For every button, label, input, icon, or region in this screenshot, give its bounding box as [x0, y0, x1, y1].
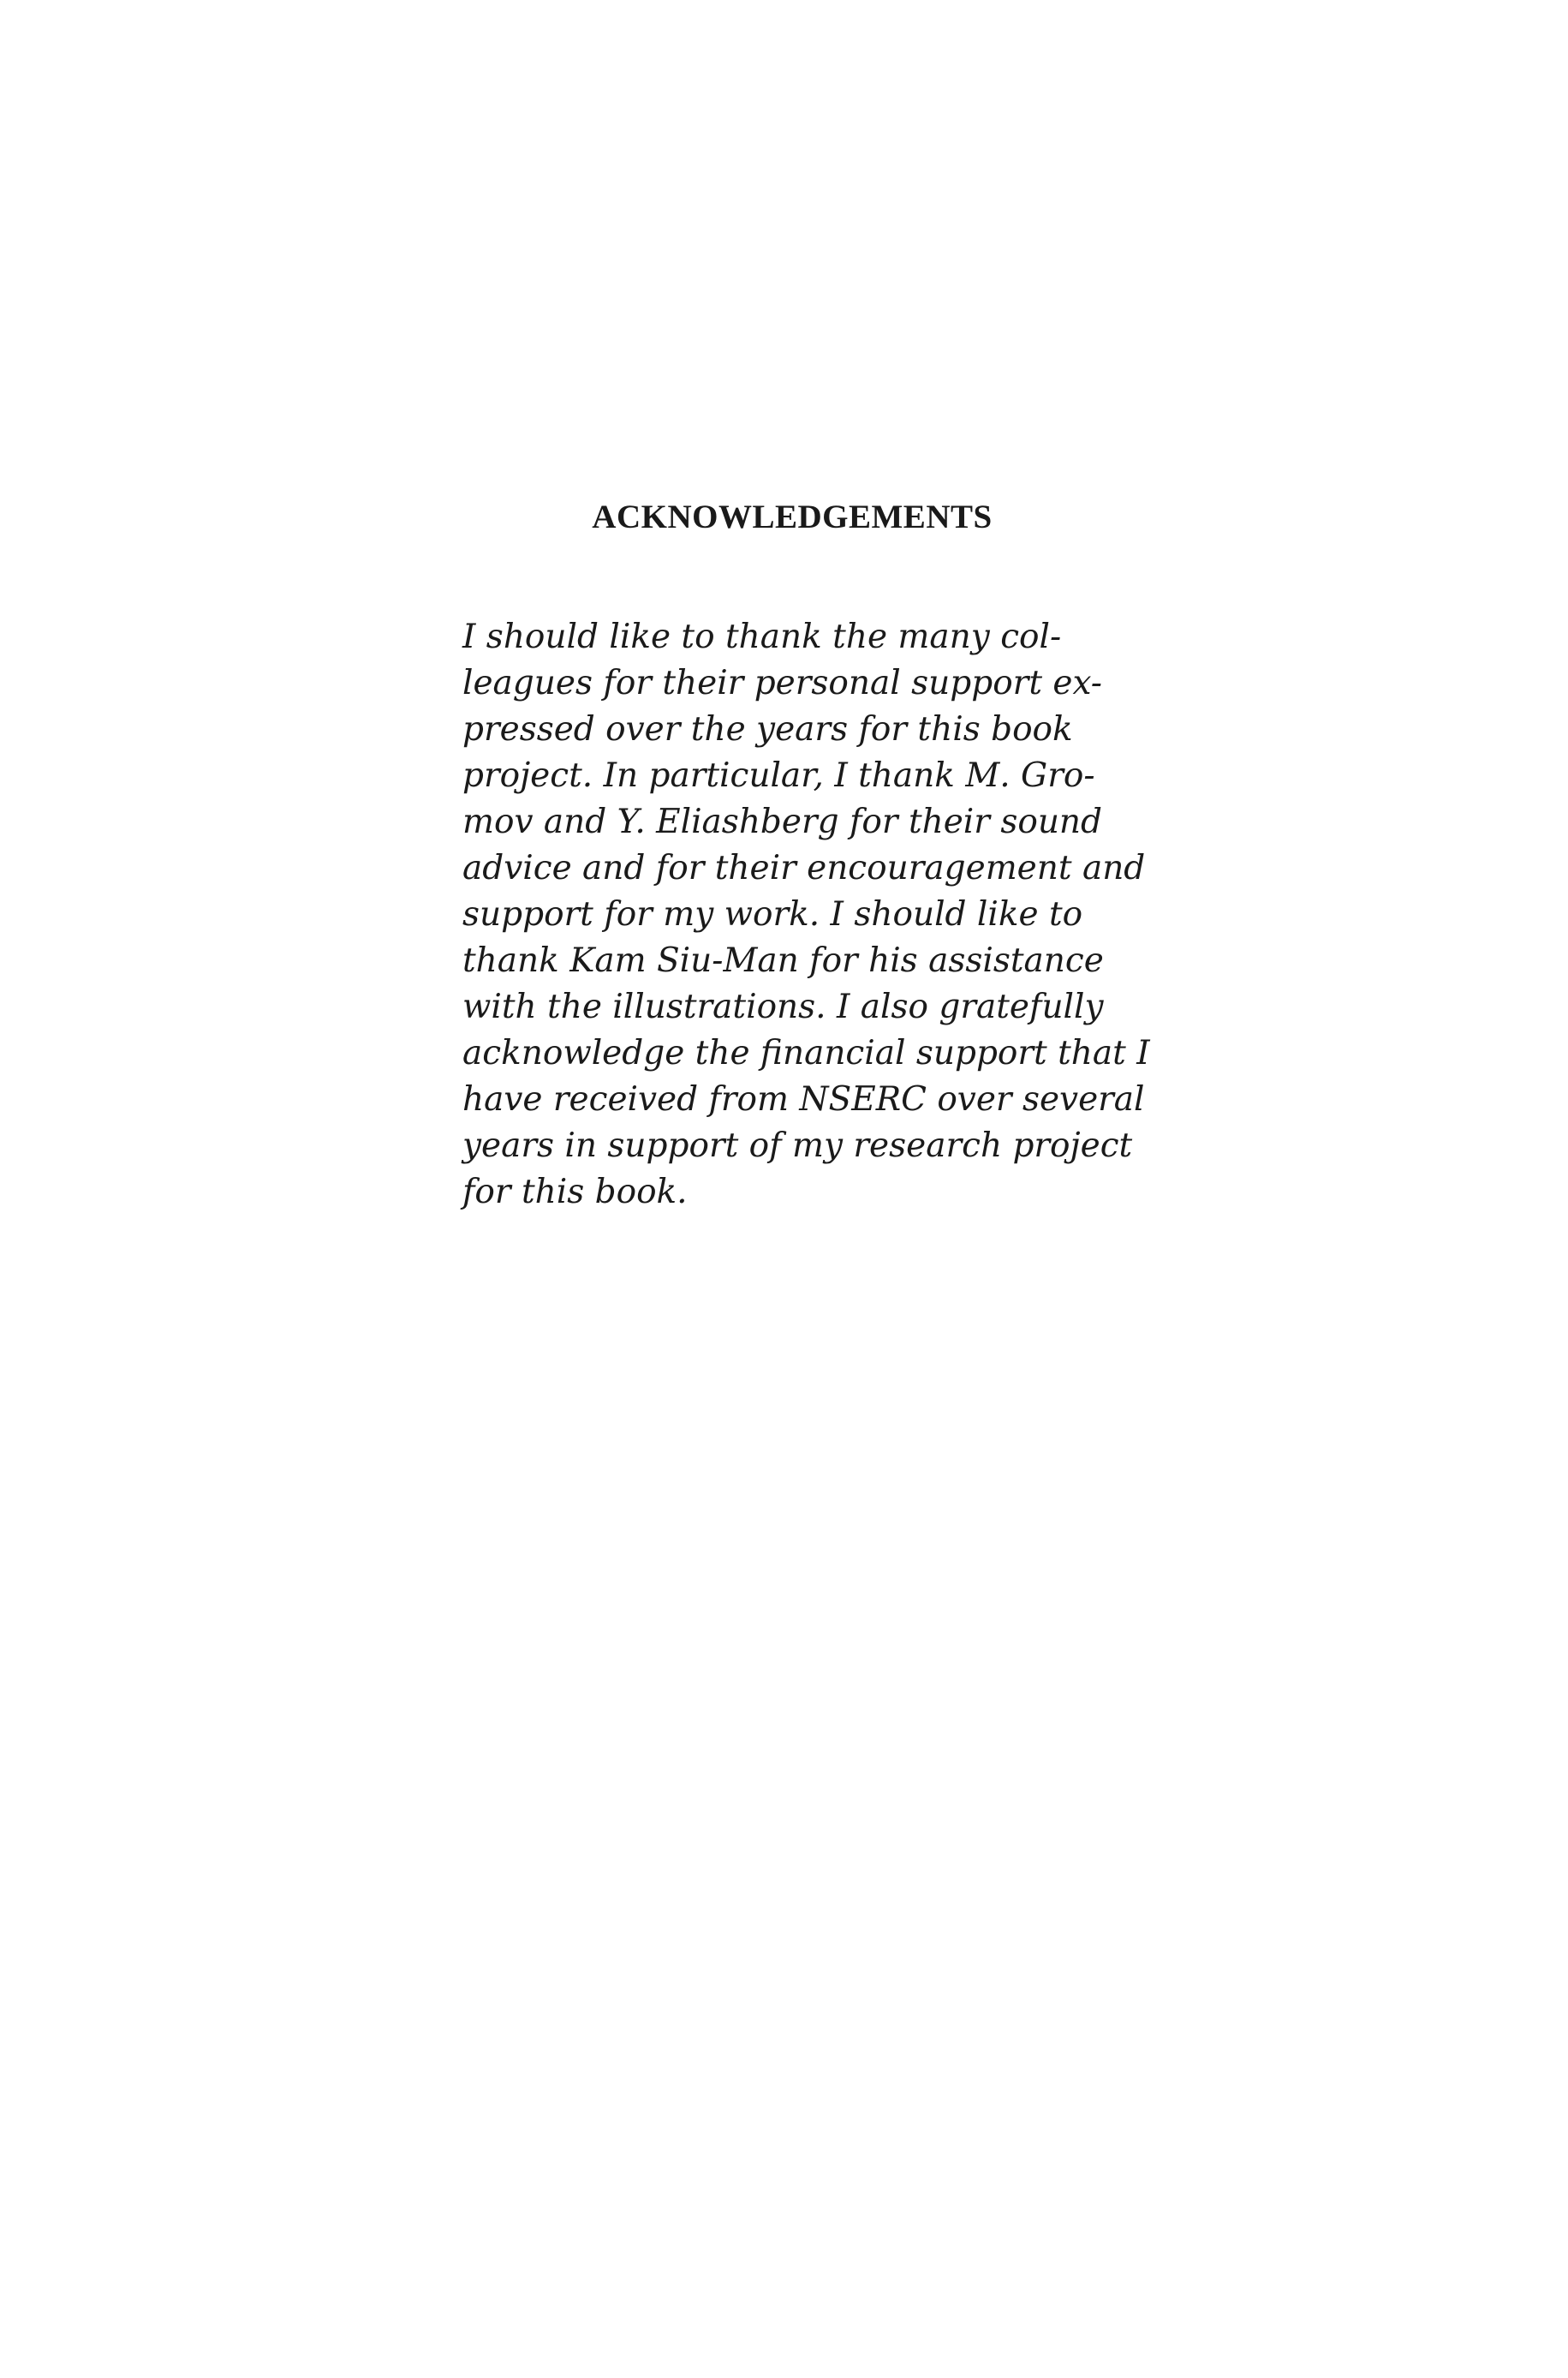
paragraph-line: advice and for their encouragement and: [462, 849, 1146, 887]
paragraph-line: for this book.: [462, 1173, 688, 1211]
paragraph-line: years in support of my research project: [462, 1126, 1133, 1165]
paragraph-line: I should like to thank the many col-: [462, 618, 1062, 656]
paragraph-line: have received from NSERC over several: [462, 1080, 1145, 1119]
page-title: ACKNOWLEDGEMENTS: [592, 499, 993, 535]
paragraph-line: pressed over the years for this book: [462, 710, 1073, 749]
paragraph-line: mov and Y. Eliashberg for their sound: [462, 803, 1103, 841]
paragraph-line: leagues for their personal support ex-: [462, 664, 1102, 702]
paragraph-line: acknowledge the financial support that I: [462, 1034, 1150, 1072]
paragraph-line: support for my work. I should like to: [462, 895, 1083, 934]
paragraph-line: with the illustrations. I also gratefully: [462, 988, 1104, 1026]
paragraph-line: project. In particular, I thank M. Gro-: [462, 756, 1095, 795]
paragraph-line: thank Kam Siu-Man for his assistance: [462, 941, 1104, 980]
acknowledgement-paragraph: [462, 614, 1150, 1216]
